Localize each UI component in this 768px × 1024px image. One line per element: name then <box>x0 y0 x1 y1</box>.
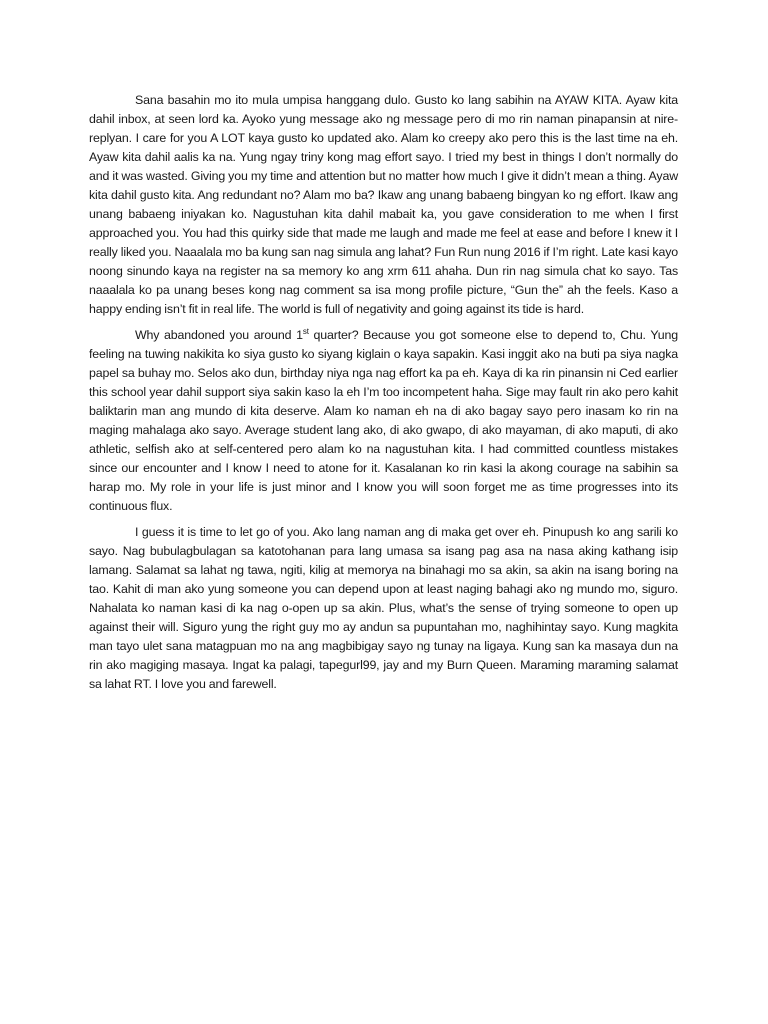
paragraph-1: Sana basahin mo ito mula umpisa hanggang dulo. Gusto ko lang sabihin na AYAW KITA. Ayaw kita dahil inbox, at seen lord ka. Ayoko yung message ako ng message pero di mo rin naman pinapansin at nire-replyan. I care for you A LOT kaya gusto ko updated ako. Alam ko creepy ako pero this is the last time na eh. Ayaw kita dahil aalis ka na. Yung ngay triny kong mag effort sayo. I tried my best in things I don’t normally do and it was wasted. Giving you my time and attention but no matter how much I give it didn’t mean a thing. Ayaw kita dahil gusto kita. Ang redundant no? Alam mo ba? Ikaw ang unang babaeng bingyan ko ng effort. Ikaw ang unang babaeng iniyakan ko. Nagustuhan kita dahil mabait ka, you gave consideration to me when I first approached you. You had this quirky side that made me laugh and made me feel at ease and before I knew it I really liked you. Naaalala mo ba kung san nag simula ang lahat? Fun Run nung 2016 if I’m right. Late kasi kayo noong sinundo kaya na register na sa memory ko ang xrm 611 ahaha. Dun rin nag simula chat ko sayo. Tas naaalala ko pa unang beses kong nag comment sa isa mong profile picture, “Gun the” ah the feels. Kaso a happy ending isn’t fit in real life. The world is full of negativity and going against its tide is hard. <box>89 93 678 316</box>
paragraph-2 <box>89 326 678 516</box>
paragraph-3: I guess it is time to let go of you. Ako lang naman ang di maka get over eh. Pinupush ko ang sarili ko sayo. Nag bubulagbulagan sa katotohanan para lang umasa sa isang pag asa na nasa aking kathang isip lamang. Salamat sa lahat ng tawa, ngiti, kilig at memorya na binahagi mo sa akin, sa akin na isang boring na tao. Kahit di man ako yung someone you can depend upon at least naging bahagi ako ng mundo mo, siguro. Nahalata ko naman kasi di ka nag o-open up sa akin. Plus, what’s the sense of trying someone to open up against their will. Siguro yung the right guy mo ay andun sa pupuntahan mo, naghihintay sayo. Kung magkita man tayo ulet sana matagpuan mo na ang magbibigay sayo ng tunay na ligaya. Kung san ka masaya dun na rin ako magiging masaya. Ingat ka palagi, tapegurl99, jay and my Burn Queen. Maraming maraming salamat sa lahat RT. I love you and farewell. <box>89 525 678 691</box>
paragraph-2-rest: quarter? Because you got someone else to depend to, Chu. Yung feeling na tuwing nakikita ko siya gusto ko siyang kiglain o kaya sapakin. Kasi inggit ako na buti pa siya nagka papel sa buhay mo. Selos ako dun, birthday niya nga nag effort ka pa eh. Kaya di ka rin pinansin ni Ced earlier this school year dahil support siya sakin kaso la eh I’m too incompetent haha. Sige may fault rin ako pero kahit baliktarin man ang mundo di kita deserve. Alam ko naman eh na di ako bagay sayo pero inasam ko rin na maging mahalaga ako sayo. Average student lang ako, di ako gwapo, di ako mayaman, di ako maputi, di ako athletic, selfish ako at self-centered pero alam ko na nagustuhan kita. I had committed countless mistakes since our encounter and I know I need to atone for it. Kasalanan ko rin kasi la akong courage na sabihin sa harap mo. My role in your life is just minor and I know you will soon forget me as time progresses into its continuous flux. <box>89 328 679 513</box>
ordinal-suffix: st <box>302 326 309 336</box>
paragraph-2-lead: Why abandoned you around 1 <box>135 328 303 342</box>
document-body <box>89 91 678 701</box>
